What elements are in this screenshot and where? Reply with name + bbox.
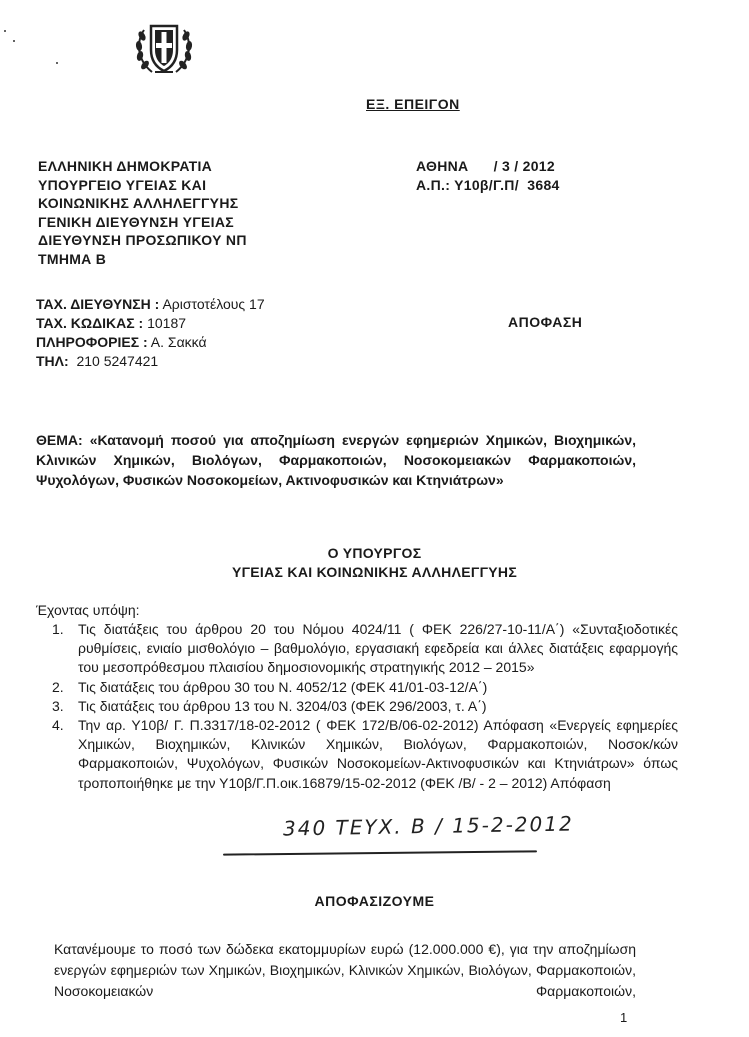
reference-block [416, 157, 560, 194]
handwritten-note: 340 ΤΕΥΧ. Β / 15-2-2012 [282, 811, 574, 841]
ministry-title: ΥΓΕΙΑΣ ΚΑΙ ΚΟΙΝΩΝΙΚΗΣ ΑΛΛΗΛΕΓΓΥΗΣ [231, 564, 518, 580]
item-text: Τις διατάξεις του άρθρου 13 του Ν. 3204/03 (ΦΕΚ 296/2003, τ. Α΄) [78, 697, 487, 714]
sender-line: ΥΠΟΥΡΓΕΙΟ ΥΓΕΙΑΣ ΚΑΙ [38, 176, 207, 193]
list-item [52, 678, 678, 697]
considering-label: Έχοντας υπόψη: [36, 602, 140, 618]
sender-line: ΔΙΕΥΘΥΝΣΗ ΠΡΟΣΩΠΙΚΟΥ ΝΠ [38, 232, 247, 248]
item-text: Τις διατάξεις του άρθρου 30 του Ν. 4052/12 (ΦΕΚ 41/01-03-12/Α΄) [78, 678, 488, 695]
subject-text: «Κατανομή ποσού για αποζημίωση ενεργών εφημεριών Χημικών, Βιοχημικών, Κλινικών Χημικών, Βιολόγων, Φαρμακοποιών, Νοσοκομειακών Φαρμακοποιών, Ψυχολόγων, Φυσικών Νοσοκομείων, Ακτινοφυσικών και Κτηνιάτρων» [36, 432, 636, 488]
phone-label: ΤΗΛ: [36, 353, 69, 369]
postcode-value: 10187 [143, 315, 187, 331]
document-type: ΑΠΟΦΑΣΗ [508, 314, 583, 330]
sender-line: ΤΜΗΜΑ Β [38, 250, 107, 267]
greek-coat-of-arms-icon [132, 14, 196, 80]
item-number: 3. [52, 697, 64, 714]
item-number: 2. [52, 678, 64, 695]
sender-line: ΓΕΝΙΚΗ ΔΙΕΥΘΥΝΣΗ ΥΓΕΙΑΣ [38, 213, 234, 230]
decision-paragraph: Κατανέμουμε το ποσό των δώδεκα εκατομμυρίων ευρώ (12.000.000 €), για την αποζημίωση ενεργών εφημεριών των Χημικών, Βιοχημικών, Κλινικών Χημικών, Βιολόγων, Φαρμακοποιών, Νοσοκομειακών Φαρμακοποιών, [54, 941, 636, 999]
considerations-list [36, 620, 678, 793]
page-number: 1 [620, 1010, 628, 1025]
subject-paragraph [36, 430, 636, 490]
address-label: ΤΑΧ. ΔΙΕΥΘΥΝΣΗ : [36, 296, 160, 312]
decision-heading: ΑΠΟΦΑΣΙΖΟΥΜΕ [314, 893, 435, 909]
info-value: Α. Σακκά [147, 334, 207, 350]
subject-label: ΘΕΜΑ: [36, 432, 83, 448]
phone-value: 210 5247421 [68, 353, 159, 369]
protocol-line: Α.Π.: Υ10β/Γ.Π/ 3684 [416, 176, 560, 193]
item-number: 1. [52, 621, 64, 637]
contact-block [36, 295, 265, 371]
urgent-mark: ΕΞ. ΕΠΕΙΓΟΝ [366, 96, 460, 112]
sender-block [38, 157, 247, 268]
date-line: ΑΘΗΝΑ / 3 / 2012 [416, 158, 555, 174]
handwritten-underline [223, 850, 537, 855]
item-text: Τις διατάξεις του άρθρου 20 του Νόμου 4024/11 ( ΦΕΚ 226/27-10-11/Α΄) «Συνταξιοδοτικές ρυθμίσεις, ενιαίο μισθολόγιο – βαθμολόγιο, εργασιακή εφεδρεία και άλλες διατάξεις εφαρμογής του μεσοπρόθεσμου πλαισίου δημοσιονομικής στρατηγικής 2012 – 2015» [78, 621, 678, 676]
list-item [52, 716, 678, 793]
list-item [52, 697, 678, 716]
sender-line: ΚΟΙΝΩΝΙΚΗΣ ΑΛΛΗΛΕΓΓΥΗΣ [38, 195, 239, 211]
minister-title: Ο ΥΠΟΥΡΓΟΣ [327, 545, 422, 561]
sender-line: ΕΛΛΗΝΙΚΗ ΔΗΜΟΚΡΑΤΙΑ [38, 158, 213, 174]
item-text: Την αρ. Υ10β/ Γ. Π.3317/18-02-2012 ( ΦΕΚ 172/Β/06-02-2012) Απόφαση «Ενεργείς εφημερίες Χημικών, Βιοχημικών, Κλινικών Χημικών, Βιολόγων, Φαρμακοποιών, Νοσοκ/κών Φαρμακοποιών, Ψυχολόγων, Φυσικών Νοσοκομείων-Ακτινοφυσικών και Κτηνιάτρων» όπως τροποποιήθηκε με την Υ10β/Γ.Π.οικ.16879/15-02-2012 (ΦΕΚ /Β/ - 2 – 2012) Απόφαση [78, 717, 678, 791]
info-label: ΠΛΗΡΟΦΟΡΙΕΣ : [36, 334, 148, 350]
address-value: Αριστοτέλους 17 [159, 296, 265, 312]
item-number: 4. [52, 717, 64, 734]
postcode-label: ΤΑΧ. ΚΩΔΙΚΑΣ : [36, 315, 144, 331]
list-item [52, 620, 678, 678]
